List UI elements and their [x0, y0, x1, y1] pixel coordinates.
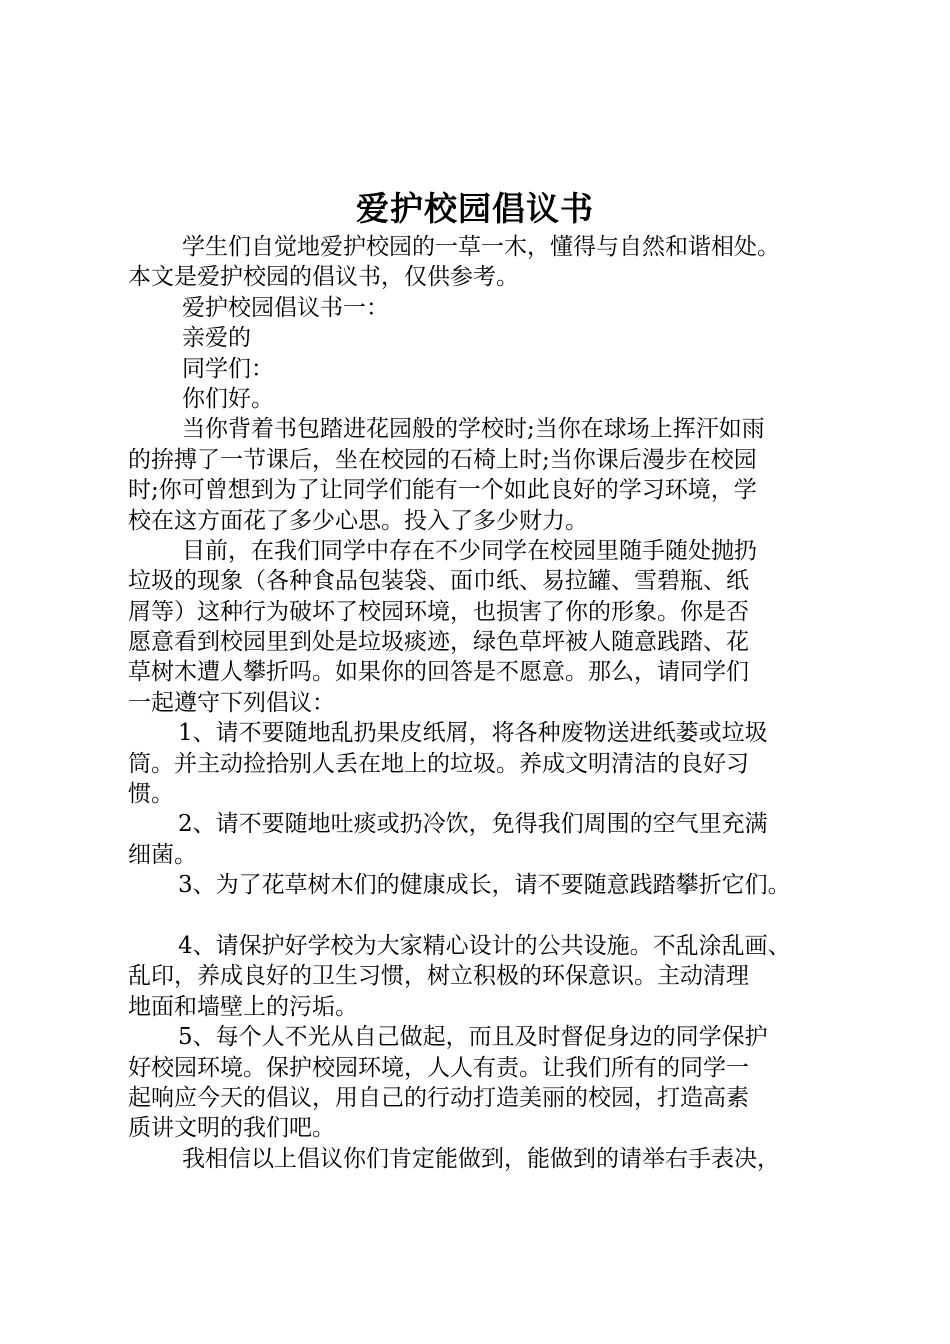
greeting-line: 你们好。 [182, 385, 274, 412]
list-item-line: 2、请不要随地吐痰或扔冷饮，免得我们周围的空气里充满 [178, 811, 768, 838]
paragraph-line: 本文是爱护校园的倡议书，仅供参考。 [128, 264, 519, 291]
list-item-line: 5、每个人不光从自己做起，而且及时督促身边的同学保护 [178, 1024, 768, 1051]
list-item-line: 4、请保护好学校为大家精心设计的公共设施。不乱涂乱画、 [178, 932, 791, 959]
list-item-line: 3、为了花草树木们的健康成长，请不要随意践踏攀折它们。 [178, 872, 791, 899]
list-item-line: 1、请不要随地乱扔果皮纸屑，将各种废物送进纸蒌或垃圾 [178, 720, 768, 747]
paragraph-line: 目前，在我们同学中存在不少同学在校园里随手随处抛扔 [182, 537, 757, 564]
list-item-line: 乱印，养成良好的卫生习惯，树立积极的环保意识。主动清理 [128, 963, 749, 990]
list-item-line: 惯。 [128, 781, 174, 808]
paragraph-line: 愿意看到校园里到处是垃圾痰迹，绿色草坪被人随意践踏、花 [128, 629, 749, 656]
blank-line [128, 901, 848, 931]
paragraph-line: 的拚搏了一节课后，坐在校园的石椅上时;当你课后漫步在校园 [128, 446, 757, 473]
salutation-line: 亲爱的 [182, 325, 251, 352]
paragraph-line: 校在这方面花了多少心思。投入了多少财力。 [128, 507, 588, 534]
list-item-line: 地面和墙壁上的污垢。 [128, 993, 358, 1020]
paragraph-line: 当你背着书包踏进花园般的学校时;当你在球场上挥汗如雨 [182, 416, 765, 443]
paragraph-line: 一起遵守下列倡议： [128, 689, 335, 716]
document-body [128, 232, 848, 1174]
paragraph-line: 我相信以上倡议你们肯定能做到，能做到的请举右手表决， [182, 1145, 780, 1172]
paragraph-line: 草树木遭人攀折吗。如果你的回答是不愿意。那么，请同学们 [128, 659, 749, 686]
list-item-line: 筒。并主动捡拾别人丢在地上的垃圾。养成文明清洁的良好习 [128, 750, 749, 777]
paragraph-line: 时;你可曾想到为了让同学们能有一个如此良好的学习环境，学 [128, 477, 757, 504]
paragraph-line: 学生们自觉地爱护校园的一草一木，懂得与自然和谐相处。 [182, 234, 780, 260]
list-item-line: 起响应今天的倡议，用自己的行动打造美丽的校园，打造高素 [128, 1084, 749, 1111]
list-item-line: 好校园环境。保护校园环境，人人有责。让我们所有的同学一 [128, 1054, 749, 1081]
paragraph-line: 垃圾的现象（各种食品包装袋、面巾纸、易拉罐、雪碧瓶、纸 [128, 568, 749, 595]
paragraph-line: 屑等）这种行为破坏了校园环境，也损害了你的形象。你是否 [128, 598, 749, 625]
document-title: 爱护校园倡议书 [356, 189, 594, 228]
list-item-line: 质讲文明的我们吧。 [128, 1115, 335, 1142]
section-heading: 爱护校园倡议书一： [182, 294, 389, 321]
salutation-line: 同学们： [182, 355, 274, 382]
list-item-line: 细菌。 [128, 841, 197, 868]
